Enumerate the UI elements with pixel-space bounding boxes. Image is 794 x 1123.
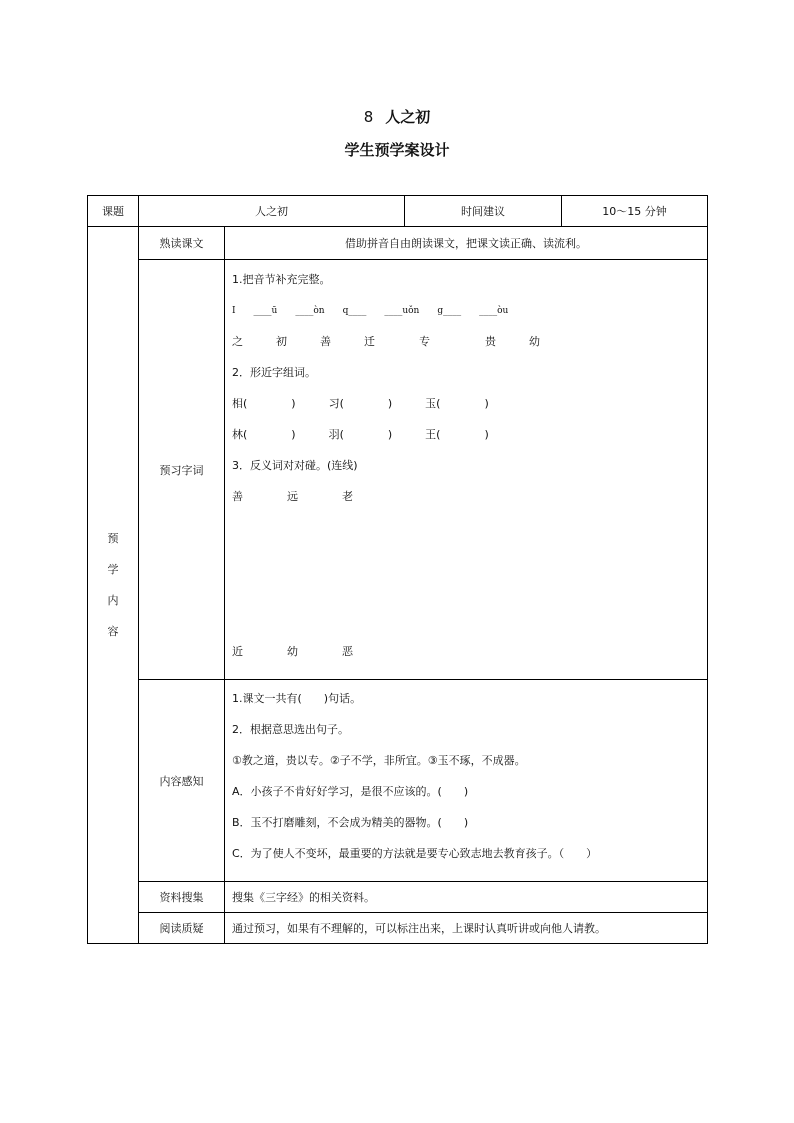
words-content: [225, 260, 708, 680]
topic-value: 人之初: [139, 196, 405, 227]
words-row: [88, 260, 708, 680]
content-option-c: C．为了使人不变坏，最重要的方法就是要专心致志地去教育孩子。（ ）: [232, 847, 598, 860]
content-option-a: A．小孩子不肯好好学习，是很不应该的。( ): [232, 785, 469, 798]
words-q2-title: 2．形近字组词。: [232, 366, 316, 379]
content-label: 内容感知: [139, 680, 225, 882]
content-options: ①教之道，贵以专。②子不学，非所宜。③玉不琢，不成器。: [232, 754, 526, 767]
lesson-title: [0, 106, 794, 127]
similar-chars-row-2: 林( ) 羽( ) 王( ): [232, 428, 489, 441]
content-option-b: B．玉不打磨雕刻，不会成为精美的器物。( ): [232, 816, 469, 829]
reading-text: 借助拼音自由朗读课文，把课文读正确、读流利。: [225, 227, 708, 260]
preview-table: [87, 195, 708, 944]
section-char: 预: [107, 532, 119, 545]
content-q1: 1.课文一共有( )句话。: [232, 692, 362, 705]
topic-row: [88, 196, 708, 227]
content-body: [225, 680, 708, 882]
section-char: 容: [107, 625, 119, 638]
time-value: 10～15 分钟: [562, 196, 708, 227]
question-label: 阅读质疑: [139, 913, 225, 944]
question-text: 通过预习，如果有不理解的，可以标注出来，上课时认真听讲或向他人请教。: [225, 913, 708, 944]
material-text: 搜集《三字经》的相关资料。: [225, 882, 708, 913]
lesson-number: 8: [363, 108, 374, 126]
reading-label: 熟读课文: [139, 227, 225, 260]
pinyin-chars: 之 初 善 迁 专 贵 幼: [232, 335, 540, 348]
matching-space: [232, 518, 700, 642]
content-row: [88, 680, 708, 882]
page-subtitle: 学生预学案设计: [344, 141, 450, 159]
time-label: 时间建议: [405, 196, 562, 227]
material-label: 资料搜集: [139, 882, 225, 913]
pinyin-blanks: I ____ū ____òn q____ ____uǒn g____ ____òu: [232, 306, 509, 316]
question-row: [88, 913, 708, 944]
lesson-title-text: 人之初: [385, 108, 431, 126]
topic-label: 课题: [88, 196, 139, 227]
words-label: 预习字词: [139, 260, 225, 680]
reading-row: [88, 227, 708, 260]
content-q2-title: 2．根据意思选出句子。: [232, 723, 349, 736]
material-row: [88, 882, 708, 913]
section-label: [88, 227, 139, 944]
antonym-top-row: 善 远 老: [232, 490, 353, 503]
similar-chars-row-1: 相( ) 习( ) 玉( ): [232, 397, 489, 410]
antonym-bottom-row: 近 幼 恶: [232, 645, 353, 658]
section-char: 学: [107, 563, 119, 576]
words-q1-title: 1.把音节补充完整。: [232, 273, 331, 286]
words-q3-title: 3．反义词对对碰。(连线): [232, 459, 358, 472]
section-char: 内: [107, 594, 119, 607]
